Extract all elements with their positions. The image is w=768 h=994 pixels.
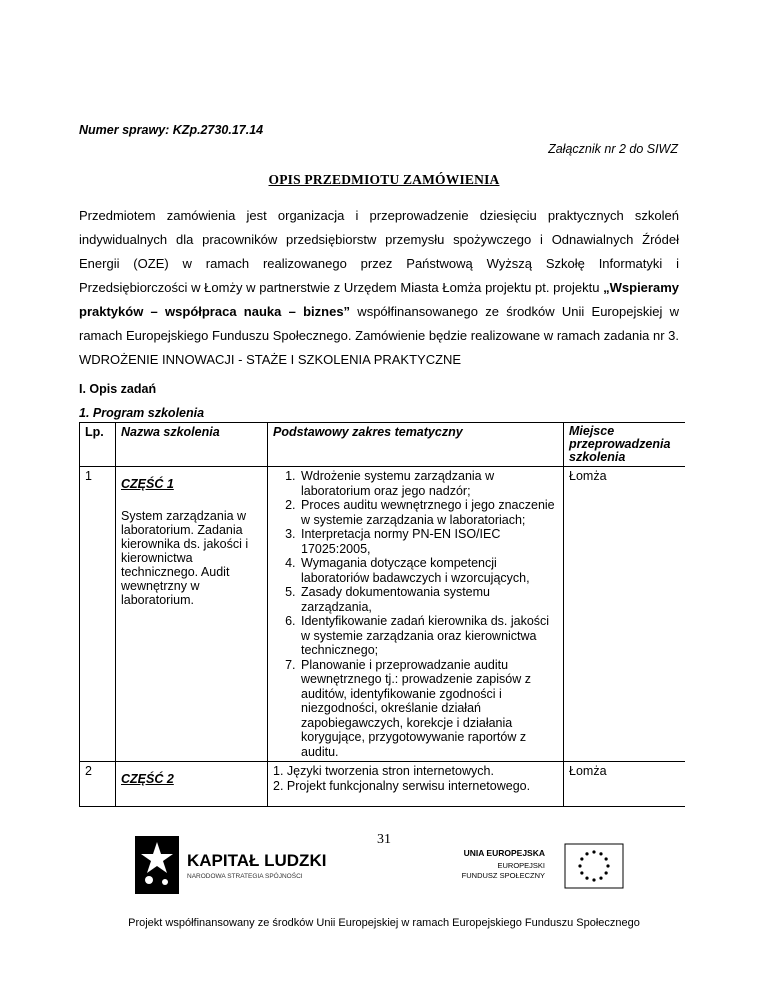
eu-star: [580, 857, 583, 860]
intro-text-part2: współfinansowanego ze środków Unii Europejskiej w ramach Europejskiego Funduszu Społecznego. Zamówienie będzie realizowane w ramach zadania nr 3. WDROŻENIE INNOWACJI - STAŻE I SZKOLENIA PRAKTYCZNE: [79, 304, 679, 367]
eu-star: [592, 850, 595, 853]
training-program-table: [79, 422, 685, 807]
eu-line1: EUROPEJSKI: [497, 861, 545, 870]
intro-paragraph: [79, 204, 679, 372]
eu-star: [580, 871, 583, 874]
topics-list: [273, 764, 558, 793]
eu-logo: [455, 842, 630, 892]
eu-star: [599, 877, 602, 880]
eu-star: [605, 857, 608, 860]
list-item: 3. Interpretacja normy PN-EN ISO/IEC 17025:2005,: [299, 527, 558, 556]
table-row: [80, 762, 686, 807]
annex-label: Załącznik nr 2 do SIWZ: [548, 142, 678, 156]
header-lp: Lp.: [80, 423, 116, 467]
list-item: 7. Planowanie i przeprowadzanie auditu wewnętrznego tj.: prowadzenie zapisów z auditów, identyfikowanie zgodności i niezgodności, określanie działań zapobiegawczych, korekcje i działania korygujące, przygotowywanie raportów z auditu.: [299, 658, 558, 760]
eu-star: [578, 864, 581, 867]
list-item: 2. Projekt funkcjonalny serwisu internetowego.: [273, 778, 531, 793]
page-number: 31: [377, 832, 391, 847]
part-label: CZĘŚĆ 2: [121, 772, 174, 786]
eu-title: UNIA EUROPEJSKA: [463, 848, 545, 858]
row-topics-cell: [268, 762, 564, 807]
table-row: [80, 467, 686, 762]
list-item: 2. Proces auditu wewnętrznego i jego znaczenie w systemie zarządzania w laboratoriach;: [299, 498, 558, 527]
row-name-cell: [116, 762, 268, 807]
eu-star: [592, 878, 595, 881]
list-item: 6. Identyfikowanie zadań kierownika ds. jakości w systemie zarządzania oraz kierownictwa technicznego;: [299, 614, 558, 658]
row-lp: 2: [80, 762, 116, 807]
header-name: Nazwa szkolenia: [116, 423, 268, 467]
eu-star: [585, 877, 588, 880]
topics-list: [273, 469, 558, 759]
eu-star: [585, 852, 588, 855]
row-place: Łomża: [564, 762, 686, 807]
row-lp: 1: [80, 467, 116, 762]
list-item: 1. Wdrożenie systemu zarządzania w laboratorium oraz jego nadzór;: [299, 469, 558, 498]
section-title: I. Opis zadań: [79, 382, 157, 396]
footer-note: Projekt współfinansowany ze środków Unii Europejskiej w ramach Europejskiego Funduszu Społecznego: [128, 917, 640, 929]
row-name-cell: [116, 467, 268, 762]
section-subtitle: 1. Program szkolenia: [79, 406, 205, 420]
project-name: „Wspieramy praktyków – współpraca nauka – biznes”: [79, 280, 679, 319]
part-label: CZĘŚĆ 1: [121, 477, 174, 491]
document-title: OPIS PRZEDMIOTU ZAMÓWIENIA: [268, 172, 500, 187]
case-number: Numer sprawy: KZp.2730.17.14: [79, 123, 264, 137]
row-topics-cell: [268, 467, 564, 762]
intro-text-part1: Przedmiotem zamówienia jest organizacja i przeprowadzenie dziesięciu praktycznych szkoleń indywidualnych dla pracowników przedsiębiorstw przemysłu spożywczego i Odnawialnych Źródeł Energii (OZE) w ramach realizowanego przez Państwową Wyższą Szkołę Informatyki i Przedsiębiorczości w Łomży w partnerstwie z Urzędem Miasta Łomża projektu pt. projektu: [79, 208, 679, 295]
list-item: 5. Zasady dokumentowania systemu zarządzania,: [299, 585, 558, 614]
header-scope: Podstawowy zakres tematyczny: [268, 423, 564, 467]
row-place: Łomża: [564, 467, 686, 762]
kl-title: KAPITAŁ LUDZKI: [187, 851, 327, 870]
eu-star: [599, 852, 602, 855]
table-header-row: [80, 423, 686, 467]
eu-line2: FUNDUSZ SPOŁECZNY: [461, 871, 545, 880]
training-table-wrapper: [79, 422, 685, 822]
list-item: 4. Wymagania dotyczące kompetencji laboratoriów badawczych i wzorcujących,: [299, 556, 558, 585]
kl-subtitle: NARODOWA STRATEGIA SPÓJNOŚCI: [187, 873, 303, 880]
list-item: 1. Języki tworzenia stron internetowych.: [273, 764, 494, 778]
header-place: Miejsce przeprowadzenia szkolenia: [564, 423, 686, 467]
training-name: System zarządzania w laboratorium. Zadania kierownika ds. jakości i kierownictwa technicznego. Audit wewnętrzny w laboratorium.: [121, 509, 249, 607]
eu-star: [605, 871, 608, 874]
kapital-ludzki-logo: [135, 836, 345, 896]
eu-star: [606, 864, 609, 867]
